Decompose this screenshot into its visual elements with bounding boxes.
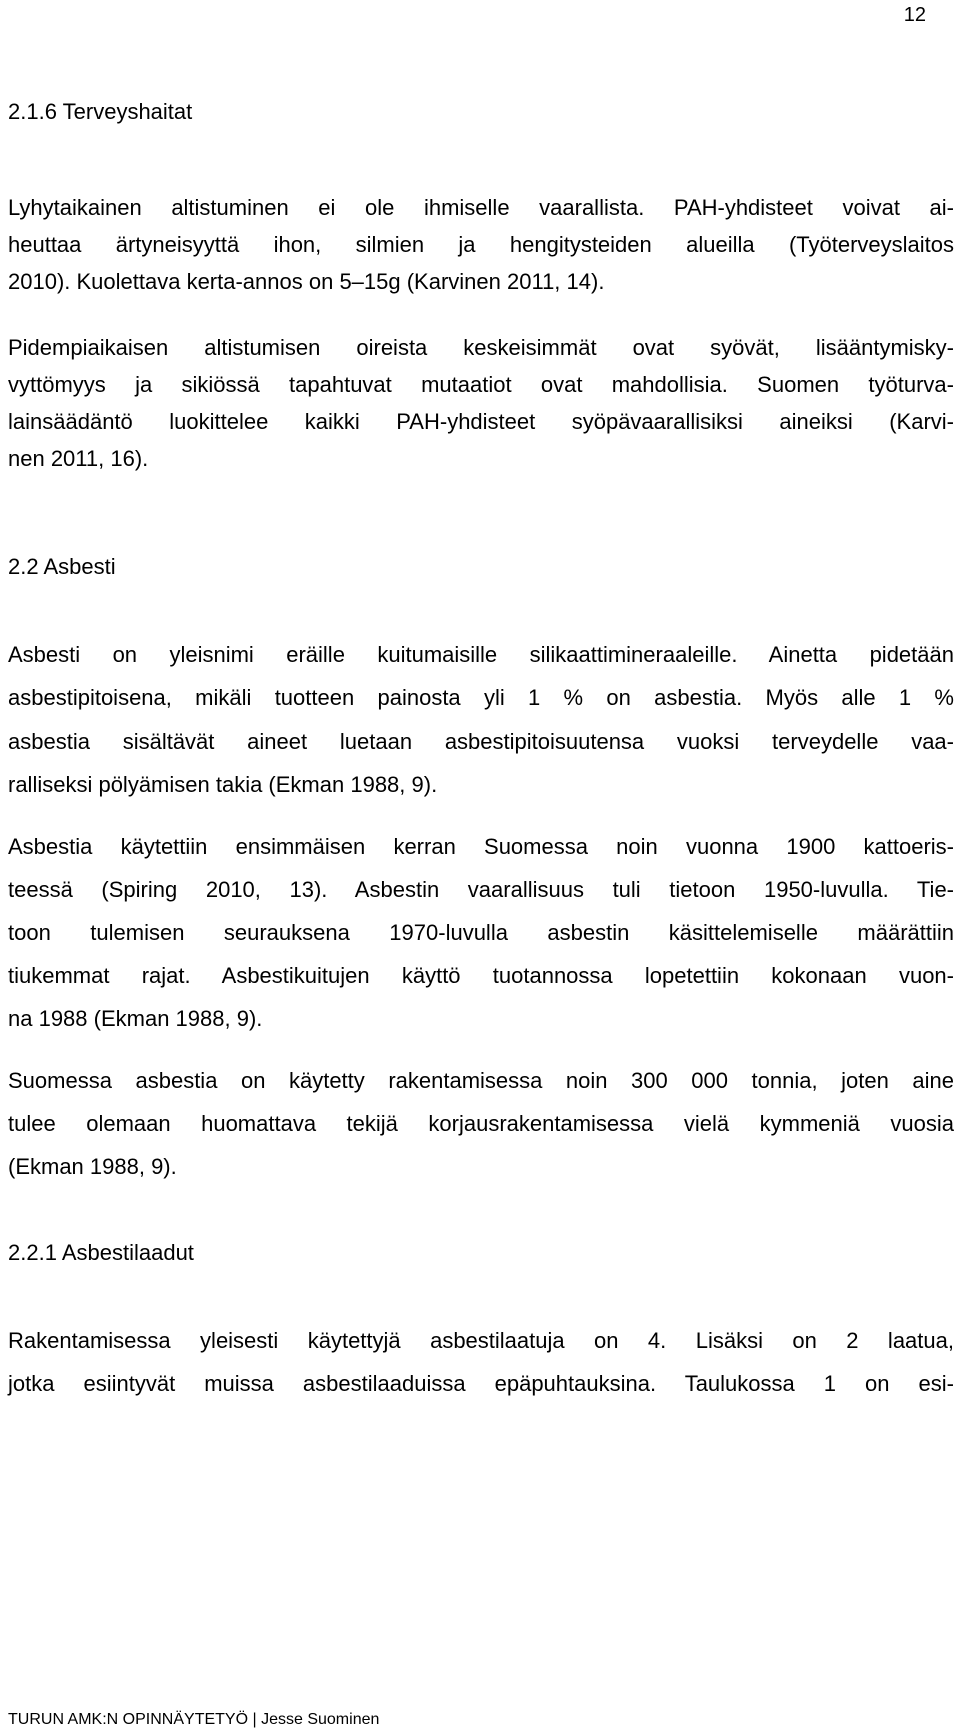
page-number: 12 [903, 4, 926, 26]
text-line: vyttömyys ja sikiössä tapahtuvat mutaatiot ovat mahdollisia. Suomen työturva- [8, 372, 954, 397]
text-line: jotka esiintyvät muissa asbestilaaduissa epäpuhtauksina. Taulukossa 1 on esi- [8, 1371, 954, 1396]
text-line: tiukemmat rajat. Asbestikuitujen käyttö tuotannossa lopetettiin kokonaan vuon- [8, 963, 954, 988]
text-line: Asbestia käytettiin ensimmäisen kerran Suomessa noin vuonna 1900 kattoeris- [8, 834, 954, 859]
text-line: Asbesti on yleisnimi eräille kuitumaisille silikaattimineraaleille. Ainetta pidetään [8, 642, 954, 667]
text-line: Pidempiaikaisen altistumisen oireista keskeisimmät ovat syövät, lisääntymisky- [8, 335, 954, 360]
text-line: asbestia sisältävät aineet luetaan asbestipitoisuutensa vuoksi terveydelle vaa- [8, 729, 954, 754]
text-line: toon tulemisen seurauksena 1970-luvulla asbestin käsittelemiselle määrättiin [8, 920, 954, 945]
text-line: heuttaa ärtyneisyyttä ihon, silmien ja hengitysteiden alueilla (Työterveyslaitos [8, 232, 954, 257]
text-line: na 1988 (Ekman 1988, 9). [8, 1006, 263, 1031]
text-line: asbestipitoisena, mikäli tuotteen painosta yli 1 % on asbestia. Myös alle 1 % [8, 685, 954, 710]
text-line: Rakentamisessa yleisesti käytettyjä asbestilaatuja on 4. Lisäksi on 2 laatua, [8, 1328, 954, 1353]
footer-separator: | [252, 1711, 257, 1728]
section-heading-2-1-6: 2.1.6 Terveyshaitat [8, 99, 193, 124]
section-heading-2-2-1: 2.2.1 Asbestilaadut [8, 1240, 194, 1265]
text-line: lainsäädäntö luokittelee kaikki PAH-yhdisteet syöpävaarallisiksi aineiksi (Karvi- [8, 409, 954, 434]
footer-author: Jesse Suominen [261, 1711, 380, 1728]
text-line: tulee olemaan huomattava tekijä korjausrakentamisessa vielä kymmeniä vuosia [8, 1111, 954, 1136]
text-line: (Ekman 1988, 9). [8, 1154, 177, 1179]
text-line: nen 2011, 16). [8, 446, 149, 471]
text-line: teessä (Spiring 2010, 13). Asbestin vaarallisuus tuli tietoon 1950-luvulla. Tie- [8, 877, 954, 902]
text-line: Lyhytaikainen altistuminen ei ole ihmiselle vaarallista. PAH-yhdisteet voivat ai- [8, 195, 954, 220]
footer-school: TURUN AMK:N OPINNÄYTETYÖ [8, 1711, 249, 1728]
text-line: ralliseksi pölyämisen takia (Ekman 1988, 9). [8, 772, 438, 797]
section-heading-2-2: 2.2 Asbesti [8, 554, 116, 579]
page-footer [8, 1710, 379, 1730]
text-line: 2010). Kuolettava kerta-annos on 5–15g (Karvinen 2011, 14). [8, 269, 605, 294]
text-line: Suomessa asbestia on käytetty rakentamisessa noin 300 000 tonnia, joten aine [8, 1068, 954, 1093]
